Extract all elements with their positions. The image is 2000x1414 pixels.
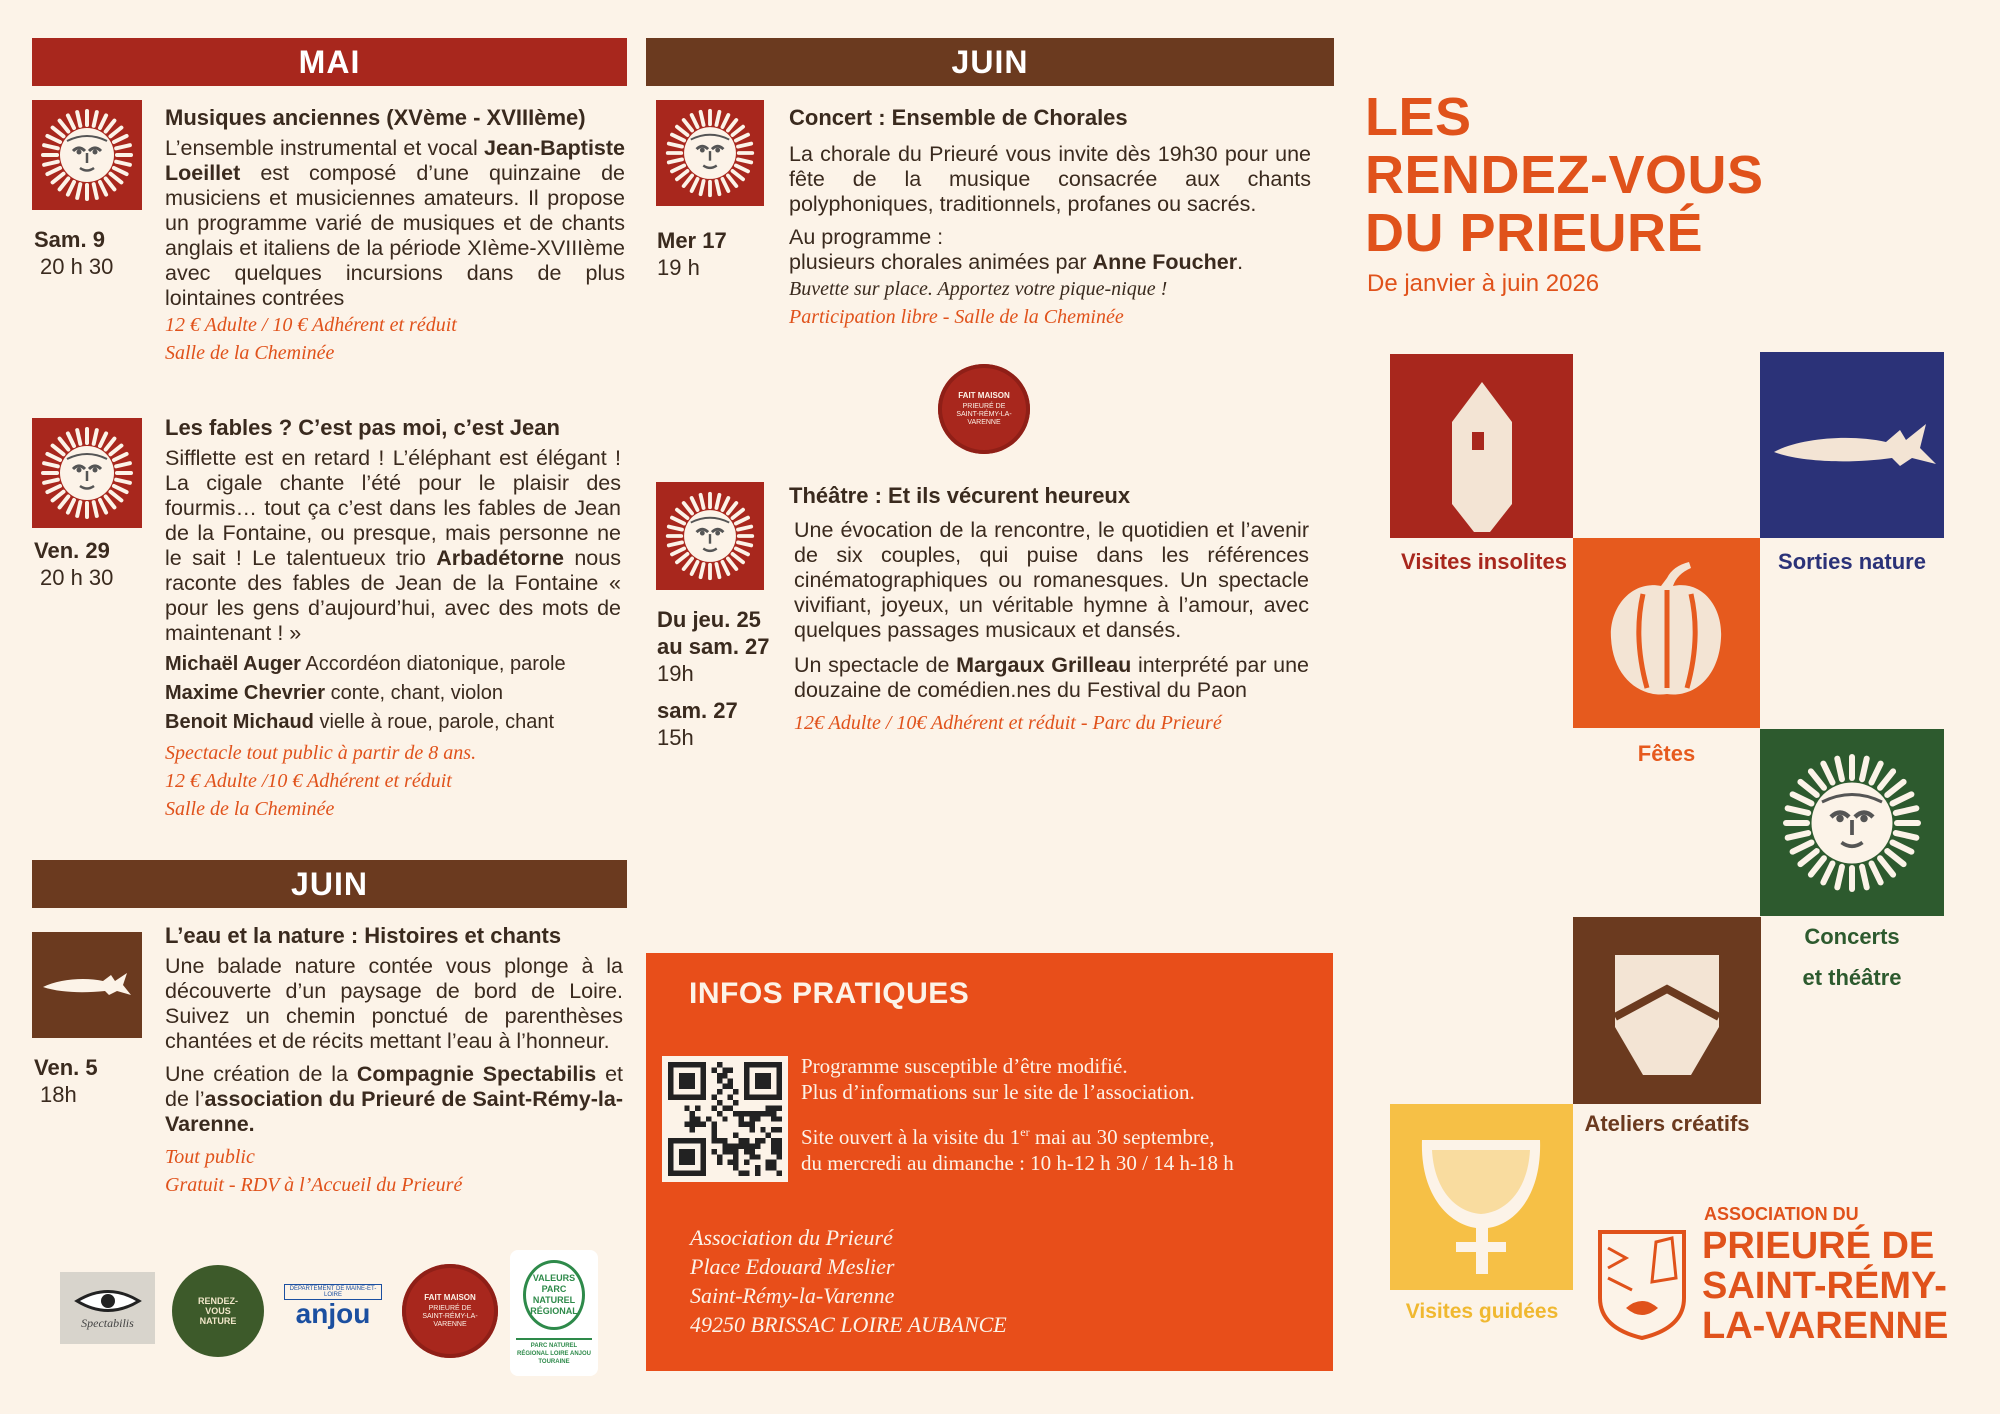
address: Association du Prieuré Place Edouard Meslier Saint-Rémy-la-Varenne 49250 BRISSAC LOIRE AUBANCE xyxy=(690,1225,1007,1337)
event-date: Mer 17 19 h xyxy=(657,228,727,280)
event-credits: Une création de la Compagnie Spectabilis et de l’association du Prieuré de Saint-Rémy-la-Varenne. xyxy=(165,1062,623,1136)
month-header-mai: MAI xyxy=(32,38,627,86)
sun-mask-icon xyxy=(32,418,142,528)
event-theatre xyxy=(789,483,1309,737)
performer: Benoit Michaud vielle à roue, parole, chant xyxy=(165,711,555,733)
event-title: L’eau et la nature : Histoires et chants xyxy=(165,923,562,948)
event-title: Concert : Ensemble de Chorales xyxy=(789,105,1128,130)
page-subtitle: De janvier à juin 2026 xyxy=(1367,270,1600,297)
infos-title: INFOS PRATIQUES xyxy=(689,977,970,1010)
fish-icon xyxy=(32,932,142,1038)
sun-mask-icon xyxy=(656,482,764,590)
label-concerts: Concerts et théâtre xyxy=(1802,924,1902,990)
event-price: 12 € Adulte /10 € Adhérent et réduit xyxy=(165,770,452,792)
tower-icon xyxy=(1452,382,1512,532)
event-description: Une évocation de la rencontre, le quotidien et l’avenir de six couples, qui puise dans les références cinématographiques ou romanesques. Un spectacle vivifiant, joyeux, un véritable hymne à l’amour, avec quelques passages musicaux et dansés. xyxy=(794,518,1309,642)
tile-fetes xyxy=(1573,538,1760,728)
event-title: Les fables ? C’est pas moi, c’est Jean xyxy=(165,415,560,440)
event-description: Une balade nature contée vous plonge à la découverte d’un paysage de bord de Loire. Suivez un chemin ponctué de parenthèses chantées et de récits mettant l’eau à l’honneur. xyxy=(165,954,623,1053)
label-sorties-nature: Sorties nature xyxy=(1778,549,1926,574)
event-date: Sam. 9 20 h 30 xyxy=(34,227,114,279)
event-price: 12 € Adulte / 10 € Adhérent et réduit xyxy=(165,314,457,336)
event-les-fables xyxy=(165,415,621,823)
tile-concerts xyxy=(1760,729,1944,916)
sun-mask-icon xyxy=(656,100,764,206)
event-place: Salle de la Cheminée xyxy=(165,798,335,820)
event-description: L’ensemble instrumental et vocal Jean-Baptiste Loeillet est composé d’une quinzaine de musiciens et musiciennes amateurs. Il propose un programme varié de musiques et de chants anglais et italiens de la période XIème-XVIIIème avec quelques incursions dans de plus lointaines contrées xyxy=(165,136,625,310)
event-musiques-anciennes xyxy=(165,105,625,367)
event-eau-nature xyxy=(165,923,623,1199)
event-title: Théâtre : Et ils vécurent heureux xyxy=(789,483,1131,508)
tile-visites-guidees xyxy=(1390,1104,1573,1290)
event-note: Buvette sur place. Apportez votre pique-nique ! xyxy=(789,278,1168,300)
event-title: Musiques anciennes (XVème - XVIIIème) xyxy=(165,105,586,130)
event-place: Salle de la Cheminée xyxy=(165,342,335,364)
tile-ateliers xyxy=(1573,917,1761,1104)
event-date: Ven. 29 20 h 30 xyxy=(34,538,114,590)
label-fetes: Fêtes xyxy=(1637,741,1696,766)
event-credits: Un spectacle de Margaux Grilleau interprété par une douzaine de comédien.nes du Festival du Paon xyxy=(794,653,1310,702)
event-date: Ven. 5 18h xyxy=(34,1055,98,1107)
event-place: 12€ Adulte / 10€ Adhérent et réduit - Parc du Prieuré xyxy=(794,712,1222,734)
month-header-juin-2: JUIN xyxy=(32,860,627,908)
performer: Michaël Auger Accordéon diatonique, parole xyxy=(165,653,566,675)
month-header-juin: JUIN xyxy=(646,38,1334,86)
label-ateliers: Ateliers créatifs xyxy=(1584,1111,1750,1136)
event-place: Gratuit - RDV à l’Accueil du Prieuré xyxy=(165,1174,463,1196)
event-date: Du jeu. 25 au sam. 27 19h sam. 27 15h xyxy=(657,607,770,750)
infos-pratiques-box xyxy=(646,953,1333,1371)
sun-mask-icon xyxy=(32,100,142,210)
event-description: Sifflette est en retard ! L’éléphant est élégant ! La cigale chante l’été pour le plaisir des fourmis… tout ça c’est dans les fables de Jean de la Fontaine, ou presque, mais personne ne le sait ! Le talentueux trio Arbadétorne nous raconte des fables de Jean de la Fontaine « pour les gens d’aujourd’hui, avec des mots de maintenant ! » xyxy=(165,446,621,645)
anjou-logo: DÉPARTEMENT DE MAINE-ET-LOIRE anjou xyxy=(284,1284,382,1328)
fait-maison-seal: FAIT MAISON PRIEURÉ DE SAINT-RÉMY-LA-VARENNE xyxy=(938,364,1030,454)
event-program: plusieurs chorales animées par Anne Foucher. xyxy=(789,250,1244,274)
fait-maison-seal-small: FAIT MAISON PRIEURÉ DE SAINT-RÉMY-LA-VARENNE xyxy=(402,1264,498,1358)
event-concert-chorales xyxy=(789,105,1311,331)
event-place: Participation libre - Salle de la Cheminée xyxy=(789,306,1124,328)
association-logo-text: ASSOCIATION DU PRIEURÉ DE SAINT-RÉMY- LA-VARENNE xyxy=(1702,1204,1949,1347)
association-logo-emblem xyxy=(1596,1228,1688,1342)
spectabilis-logo: Spectabilis xyxy=(60,1272,155,1344)
event-program-label: Au programme : xyxy=(789,225,944,249)
performer: Maxime Chevrier conte, chant, violon xyxy=(165,682,503,704)
event-audience: Spectacle tout public à partir de 8 ans. xyxy=(165,742,477,764)
event-audience: Tout public xyxy=(165,1146,255,1168)
event-description: La chorale du Prieuré vous invite dès 19h30 pour une fête de la musique consacrée aux chants polyphoniques, traditionnels, profanes ou sacrés. xyxy=(789,142,1311,216)
fish-icon xyxy=(1774,424,1936,466)
label-visites-guidees: Visites guidées xyxy=(1405,1300,1559,1323)
tile-visites-insolites xyxy=(1390,354,1573,538)
infos-text: Programme susceptible d’être modifié. Plus d’informations sur le site de l’association. Site ouvert à la visite du 1er mai au 30 septembre, du mercredi au dimanche : 10 h-12 h 30 / 14 h-18 h xyxy=(801,1054,1234,1175)
label-visites-insolites: Visites insolites xyxy=(1401,549,1567,574)
shield-icon xyxy=(1615,955,1719,1075)
qr-code[interactable] xyxy=(662,1056,788,1182)
pnr-logo: VALEURS PARC NATUREL RÉGIONAL PARC NATUREL RÉGIONAL LOIRE ANJOU TOURAINE xyxy=(510,1250,598,1376)
tile-sorties-nature xyxy=(1760,352,1944,538)
rendez-vous-nature-logo: RENDEZ-VOUS NATURE xyxy=(172,1265,264,1357)
page-title: LES RENDEZ-VOUS DU PRIEURÉ xyxy=(1365,87,1764,263)
